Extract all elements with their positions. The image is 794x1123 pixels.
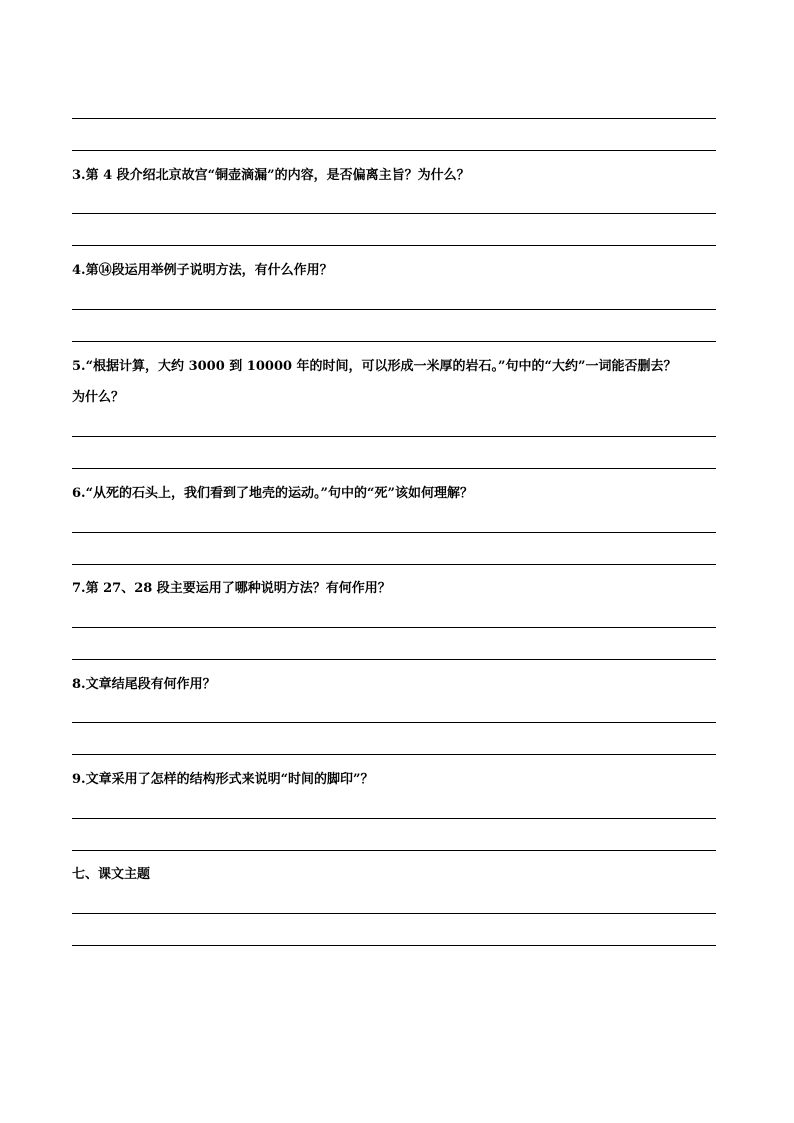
answer-line [72,150,716,151]
answer-line [72,627,716,628]
answer-line [72,213,716,214]
answer-line [72,245,716,246]
question-6: 6.“从死的石头上，我们看到了地壳的运动。”句中的“死”该如何理解？ [72,486,473,501]
answer-line [72,850,716,851]
answer-line [72,468,716,469]
answer-line [72,659,716,660]
answer-line [72,722,716,723]
question-7: 7.第 27、28 段主要运用了哪种说明方法？有何作用？ [72,581,391,596]
section-heading-theme: 七、课文主题 [72,867,151,882]
answer-line [72,818,716,819]
answer-line [72,945,716,946]
answer-line [72,118,716,119]
question-8: 8.文章结尾段有何作用？ [72,677,216,692]
question-3: 3.第 4 段介绍北京故宫“铜壶滴漏”的内容，是否偏离主旨？为什么？ [72,168,470,183]
answer-line [72,436,716,437]
answer-line [72,564,716,565]
question-5-line-2: 为什么？ [72,390,125,405]
question-4: 4.第⑭段运用举例子说明方法，有什么作用？ [72,263,333,278]
answer-line [72,309,716,310]
answer-line [72,913,716,914]
question-5-line-1: 5.“根据计算，大约 3000 到 10000 年的时间，可以形成一米厚的岩石。”句中的“大约”一词能否删去？ [72,359,677,374]
answer-line [72,532,716,533]
answer-line [72,341,716,342]
answer-line [72,754,716,755]
question-9: 9.文章采用了怎样的结构形式来说明“时间的脚印”？ [72,772,374,787]
